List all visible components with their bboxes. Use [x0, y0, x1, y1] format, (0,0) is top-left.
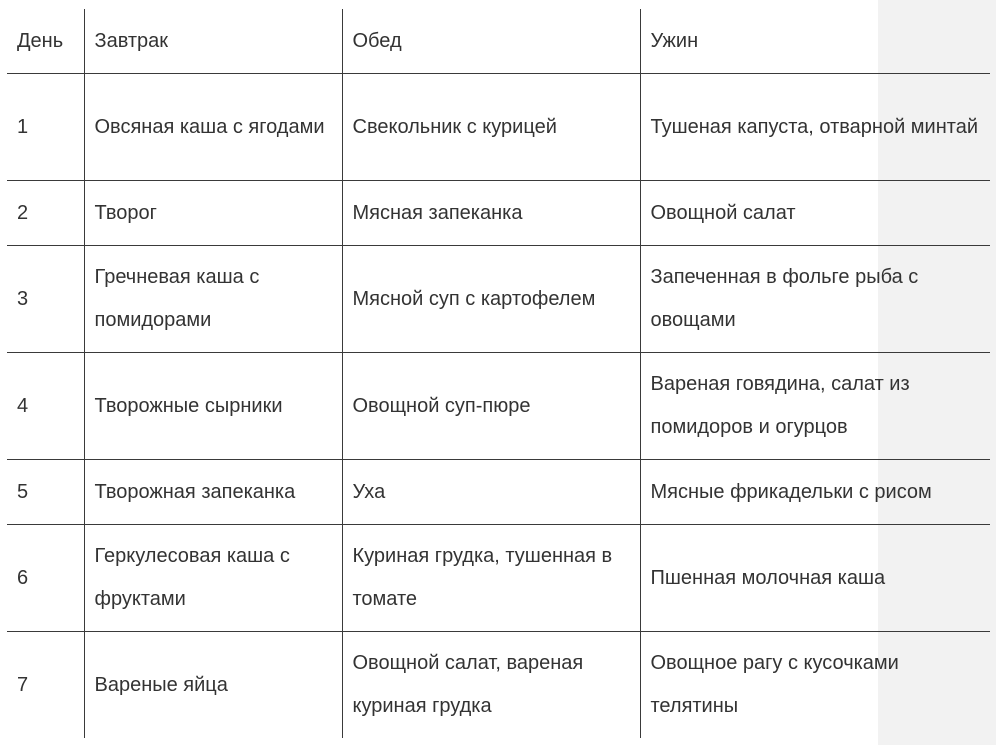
header-dinner: Ужин: [640, 9, 990, 74]
cell-day: 7: [7, 632, 84, 739]
table-row: [7, 246, 990, 353]
header-breakfast: Завтрак: [84, 9, 342, 74]
cell-lunch: Мясной суп с картофелем: [342, 246, 640, 353]
cell-lunch: Мясная запеканка: [342, 181, 640, 246]
meal-plan-table: [7, 9, 990, 738]
cell-day: 3: [7, 246, 84, 353]
table-row: [7, 74, 990, 181]
table-row: [7, 632, 990, 739]
cell-dinner: Мясные фрикадельки с рисом: [640, 460, 990, 525]
cell-dinner: Вареная говядина, салат из помидоров и огурцов: [640, 353, 990, 460]
cell-day: 4: [7, 353, 84, 460]
cell-day: 5: [7, 460, 84, 525]
cell-lunch: Свекольник с курицей: [342, 74, 640, 181]
cell-breakfast: Гречневая каша с помидорами: [84, 246, 342, 353]
header-lunch: Обед: [342, 9, 640, 74]
cell-lunch: Овощной салат, вареная куриная грудка: [342, 632, 640, 739]
cell-breakfast: Овсяная каша с ягодами: [84, 74, 342, 181]
cell-day: 1: [7, 74, 84, 181]
table-row: [7, 353, 990, 460]
cell-day: 6: [7, 525, 84, 632]
cell-breakfast: Творожные сырники: [84, 353, 342, 460]
table-row: [7, 525, 990, 632]
table-row: [7, 460, 990, 525]
cell-breakfast: Творожная запеканка: [84, 460, 342, 525]
table-header-row: [7, 9, 990, 74]
cell-dinner: Пшенная молочная каша: [640, 525, 990, 632]
cell-lunch: Куриная грудка, тушенная в томате: [342, 525, 640, 632]
cell-dinner: Тушеная капуста, отварной минтай: [640, 74, 990, 181]
cell-lunch: Овощной суп-пюре: [342, 353, 640, 460]
cell-dinner: Овощной салат: [640, 181, 990, 246]
cell-breakfast: Геркулесовая каша с фруктами: [84, 525, 342, 632]
cell-day: 2: [7, 181, 84, 246]
cell-breakfast: Творог: [84, 181, 342, 246]
cell-dinner: Овощное рагу с кусочками телятины: [640, 632, 990, 739]
cell-dinner: Запеченная в фольге рыба с овощами: [640, 246, 990, 353]
cell-breakfast: Вареные яйца: [84, 632, 342, 739]
table-row: [7, 181, 990, 246]
cell-lunch: Уха: [342, 460, 640, 525]
header-day: День: [7, 9, 84, 74]
